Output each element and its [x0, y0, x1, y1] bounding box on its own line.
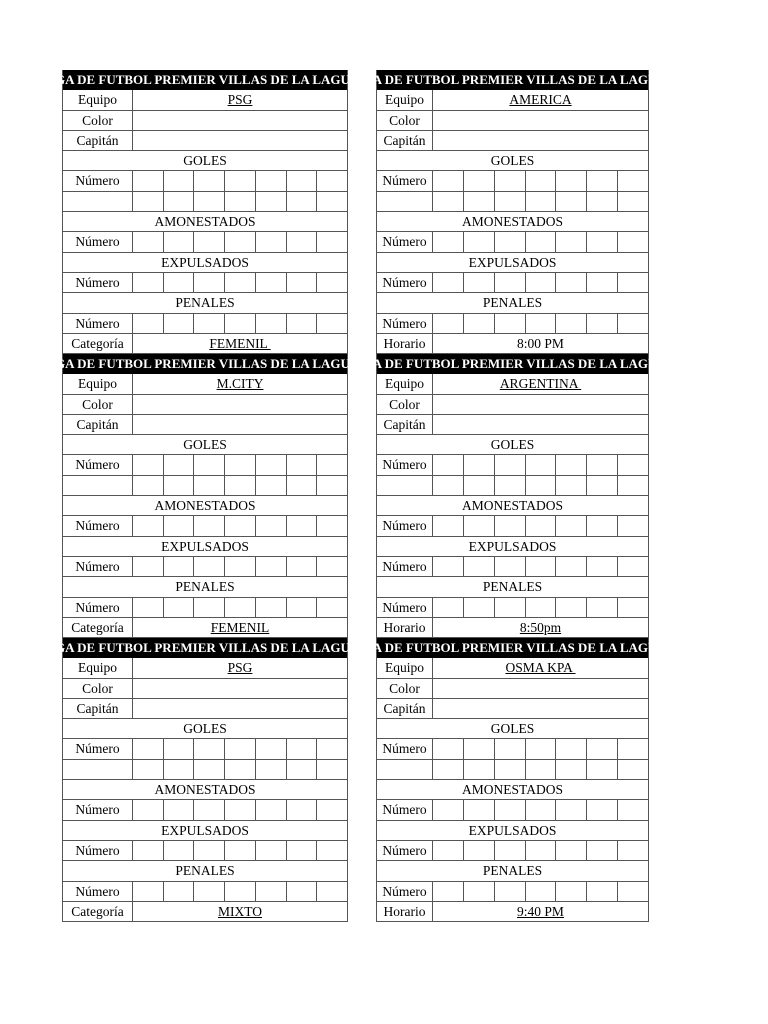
goals-number-row	[63, 455, 347, 475]
number-cells	[433, 882, 648, 901]
penalties-number-row	[63, 882, 347, 902]
team-name: PSG	[227, 92, 253, 108]
color-label: Color	[63, 679, 133, 698]
number-label: Número	[377, 455, 433, 474]
captain-row	[377, 131, 648, 151]
count-cells	[433, 476, 648, 495]
team-row	[63, 374, 347, 394]
goals-count-row	[63, 476, 347, 496]
number-label: Número	[377, 800, 433, 819]
footer-label: Horario	[377, 902, 433, 921]
count-cells	[133, 476, 347, 495]
expulsions-heading: EXPULSADOS	[377, 253, 648, 273]
league-title: LIGA DE FUTBOL PREMIER VILLAS DE LA LAGUNA	[348, 356, 677, 371]
count-cells	[433, 760, 648, 779]
number-cells	[133, 314, 347, 333]
blank-label	[63, 192, 133, 211]
count-cells	[433, 192, 648, 211]
expulsions-number-row	[63, 557, 347, 577]
cautions-number-row	[63, 232, 347, 252]
captain-label: Capitán	[377, 131, 433, 150]
team-value	[133, 90, 347, 109]
team-row	[63, 658, 347, 678]
scorecard	[41, 70, 369, 354]
footer-row	[63, 618, 347, 638]
league-title: LIGA DE FUTBOL PREMIER VILLAS DE LA LAGUNA	[41, 72, 369, 87]
penalties-heading: PENALES	[63, 577, 347, 597]
penalties-number-row	[63, 314, 347, 334]
number-cells	[133, 557, 347, 576]
captain-value	[133, 415, 347, 434]
color-value	[133, 679, 347, 698]
team-name: ARGENTINA	[499, 376, 582, 392]
footer-row	[63, 334, 347, 354]
goals-number-row	[63, 739, 347, 759]
team-name: OSMA KPA	[505, 660, 576, 676]
captain-value	[433, 131, 648, 150]
expulsions-number-row	[377, 841, 648, 861]
number-label: Número	[63, 557, 133, 576]
number-cells	[433, 598, 648, 617]
footer-value	[433, 618, 648, 637]
number-label: Número	[63, 232, 133, 251]
goals-heading: GOLES	[377, 719, 648, 739]
team-row	[377, 658, 648, 678]
team-label: Equipo	[377, 658, 433, 677]
scorecard	[41, 354, 369, 638]
blank-label	[63, 476, 133, 495]
color-label: Color	[377, 679, 433, 698]
scorecard	[348, 354, 677, 638]
team-label: Equipo	[63, 90, 133, 109]
footer-label: Categoría	[63, 618, 133, 637]
footer-value-text: 8:50pm	[519, 619, 562, 635]
number-label: Número	[377, 882, 433, 901]
expulsions-heading: EXPULSADOS	[63, 537, 347, 557]
number-label: Número	[63, 273, 133, 292]
league-title: LIGA DE FUTBOL PREMIER VILLAS DE LA LAGUNA	[41, 356, 369, 371]
footer-value-text: 8:00 PM	[517, 335, 564, 351]
number-cells	[133, 598, 347, 617]
penalties-number-row	[377, 314, 648, 334]
team-name: PSG	[227, 660, 253, 676]
number-cells	[133, 232, 347, 251]
league-header	[348, 638, 677, 658]
number-label: Número	[63, 598, 133, 617]
goals-number-row	[377, 739, 648, 759]
goals-count-row	[63, 192, 347, 212]
number-label: Número	[377, 171, 433, 190]
league-header	[41, 638, 369, 658]
league-header	[348, 70, 677, 90]
footer-label: Horario	[377, 334, 433, 353]
cautions-heading: AMONESTADOS	[63, 212, 347, 232]
footer-value-text: FEMENIL	[209, 335, 271, 351]
captain-row	[377, 699, 648, 719]
blank-label	[63, 760, 133, 779]
goals-heading: GOLES	[377, 435, 648, 455]
footer-row	[63, 902, 347, 922]
cautions-heading: AMONESTADOS	[377, 212, 648, 232]
expulsions-number-row	[63, 273, 347, 293]
captain-label: Capitán	[377, 699, 433, 718]
number-label: Número	[377, 841, 433, 860]
captain-label: Capitán	[63, 131, 133, 150]
goals-number-row	[377, 455, 648, 475]
scorecard	[348, 70, 677, 354]
team-value	[433, 374, 648, 393]
penalties-heading: PENALES	[377, 577, 648, 597]
number-cells	[433, 455, 648, 474]
goals-count-row	[377, 476, 648, 496]
number-label: Número	[63, 882, 133, 901]
number-cells	[133, 273, 347, 292]
goals-count-row	[377, 192, 648, 212]
number-cells	[433, 739, 648, 758]
goals-number-row	[377, 171, 648, 191]
expulsions-heading: EXPULSADOS	[377, 821, 648, 841]
cautions-number-row	[377, 800, 648, 820]
footer-value	[133, 334, 347, 353]
league-title: LIGA DE FUTBOL PREMIER VILLAS DE LA LAGUNA	[348, 640, 677, 655]
cautions-number-row	[63, 516, 347, 536]
footer-label: Horario	[377, 618, 433, 637]
number-cells	[433, 800, 648, 819]
color-value	[133, 395, 347, 414]
captain-value	[433, 699, 648, 718]
scorecard	[41, 638, 369, 922]
number-cells	[433, 841, 648, 860]
team-value	[133, 658, 347, 677]
color-label: Color	[377, 395, 433, 414]
color-row	[63, 111, 347, 131]
cautions-number-row	[377, 232, 648, 252]
footer-row	[377, 902, 648, 922]
penalties-heading: PENALES	[377, 293, 648, 313]
color-value	[133, 111, 347, 130]
expulsions-number-row	[377, 273, 648, 293]
number-label: Número	[63, 516, 133, 535]
expulsions-number-row	[377, 557, 648, 577]
team-name: M.CITY	[216, 376, 264, 392]
number-cells	[433, 171, 648, 190]
color-value	[433, 111, 648, 130]
captain-row	[63, 699, 347, 719]
cautions-heading: AMONESTADOS	[377, 780, 648, 800]
penalties-heading: PENALES	[63, 293, 347, 313]
league-header	[348, 354, 677, 374]
goals-number-row	[63, 171, 347, 191]
captain-value	[433, 415, 648, 434]
number-cells	[133, 171, 347, 190]
number-cells	[433, 314, 648, 333]
number-label: Número	[63, 841, 133, 860]
scorecard	[348, 638, 677, 922]
captain-row	[63, 415, 347, 435]
color-value	[433, 679, 648, 698]
goals-heading: GOLES	[63, 151, 347, 171]
color-value	[433, 395, 648, 414]
penalties-heading: PENALES	[377, 861, 648, 881]
number-cells	[133, 455, 347, 474]
team-row	[377, 90, 648, 110]
team-row	[377, 374, 648, 394]
number-cells	[433, 273, 648, 292]
expulsions-number-row	[63, 841, 347, 861]
number-label: Número	[377, 273, 433, 292]
league-title: LIGA DE FUTBOL PREMIER VILLAS DE LA LAGUNA	[348, 72, 677, 87]
captain-row	[377, 415, 648, 435]
cautions-heading: AMONESTADOS	[63, 496, 347, 516]
footer-value-text: 9:40 PM	[517, 903, 564, 919]
number-label: Número	[63, 800, 133, 819]
team-label: Equipo	[377, 90, 433, 109]
count-cells	[133, 192, 347, 211]
number-cells	[433, 557, 648, 576]
league-title: LIGA DE FUTBOL PREMIER VILLAS DE LA LAGUNA	[41, 640, 369, 655]
number-label: Número	[377, 598, 433, 617]
number-cells	[133, 739, 347, 758]
number-label: Número	[377, 557, 433, 576]
color-row	[377, 111, 648, 131]
goals-heading: GOLES	[63, 719, 347, 739]
number-label: Número	[63, 314, 133, 333]
footer-value-text: MIXTO	[217, 903, 262, 919]
cautions-number-row	[377, 516, 648, 536]
goals-heading: GOLES	[63, 435, 347, 455]
number-cells	[133, 516, 347, 535]
expulsions-heading: EXPULSADOS	[63, 821, 347, 841]
count-cells	[133, 760, 347, 779]
captain-value	[133, 699, 347, 718]
team-label: Equipo	[63, 658, 133, 677]
color-row	[63, 395, 347, 415]
cautions-number-row	[63, 800, 347, 820]
number-label: Número	[377, 516, 433, 535]
league-header	[41, 354, 369, 374]
footer-row	[377, 618, 648, 638]
color-row	[377, 679, 648, 699]
number-label: Número	[377, 232, 433, 251]
expulsions-heading: EXPULSADOS	[63, 253, 347, 273]
team-label: Equipo	[63, 374, 133, 393]
team-label: Equipo	[377, 374, 433, 393]
team-name: AMERICA	[509, 92, 572, 108]
team-value	[133, 374, 347, 393]
number-label: Número	[377, 314, 433, 333]
blank-label	[377, 760, 433, 779]
penalties-number-row	[63, 598, 347, 618]
footer-label: Categoría	[63, 902, 133, 921]
blank-label	[377, 476, 433, 495]
number-label: Número	[63, 455, 133, 474]
team-row	[63, 90, 347, 110]
number-cells	[433, 232, 648, 251]
footer-row	[377, 334, 648, 354]
footer-label: Categoría	[63, 334, 133, 353]
number-label: Número	[63, 739, 133, 758]
color-label: Color	[377, 111, 433, 130]
blank-label	[377, 192, 433, 211]
team-value	[433, 90, 648, 109]
captain-label: Capitán	[377, 415, 433, 434]
footer-value	[433, 334, 648, 353]
penalties-number-row	[377, 598, 648, 618]
color-row	[377, 395, 648, 415]
captain-value	[133, 131, 347, 150]
color-label: Color	[63, 111, 133, 130]
color-row	[63, 679, 347, 699]
penalties-heading: PENALES	[63, 861, 347, 881]
number-label: Número	[63, 171, 133, 190]
goals-count-row	[377, 760, 648, 780]
number-cells	[133, 882, 347, 901]
captain-label: Capitán	[63, 415, 133, 434]
league-header	[41, 70, 369, 90]
number-label: Número	[377, 739, 433, 758]
footer-value-text: FEMENIL	[210, 619, 270, 635]
goals-count-row	[63, 760, 347, 780]
footer-value	[433, 902, 648, 921]
expulsions-heading: EXPULSADOS	[377, 537, 648, 557]
captain-row	[63, 131, 347, 151]
cautions-heading: AMONESTADOS	[63, 780, 347, 800]
number-cells	[133, 800, 347, 819]
captain-label: Capitán	[63, 699, 133, 718]
team-value	[433, 658, 648, 677]
number-cells	[133, 841, 347, 860]
goals-heading: GOLES	[377, 151, 648, 171]
cautions-heading: AMONESTADOS	[377, 496, 648, 516]
color-label: Color	[63, 395, 133, 414]
footer-value	[133, 902, 347, 921]
penalties-number-row	[377, 882, 648, 902]
footer-value	[133, 618, 347, 637]
number-cells	[433, 516, 648, 535]
